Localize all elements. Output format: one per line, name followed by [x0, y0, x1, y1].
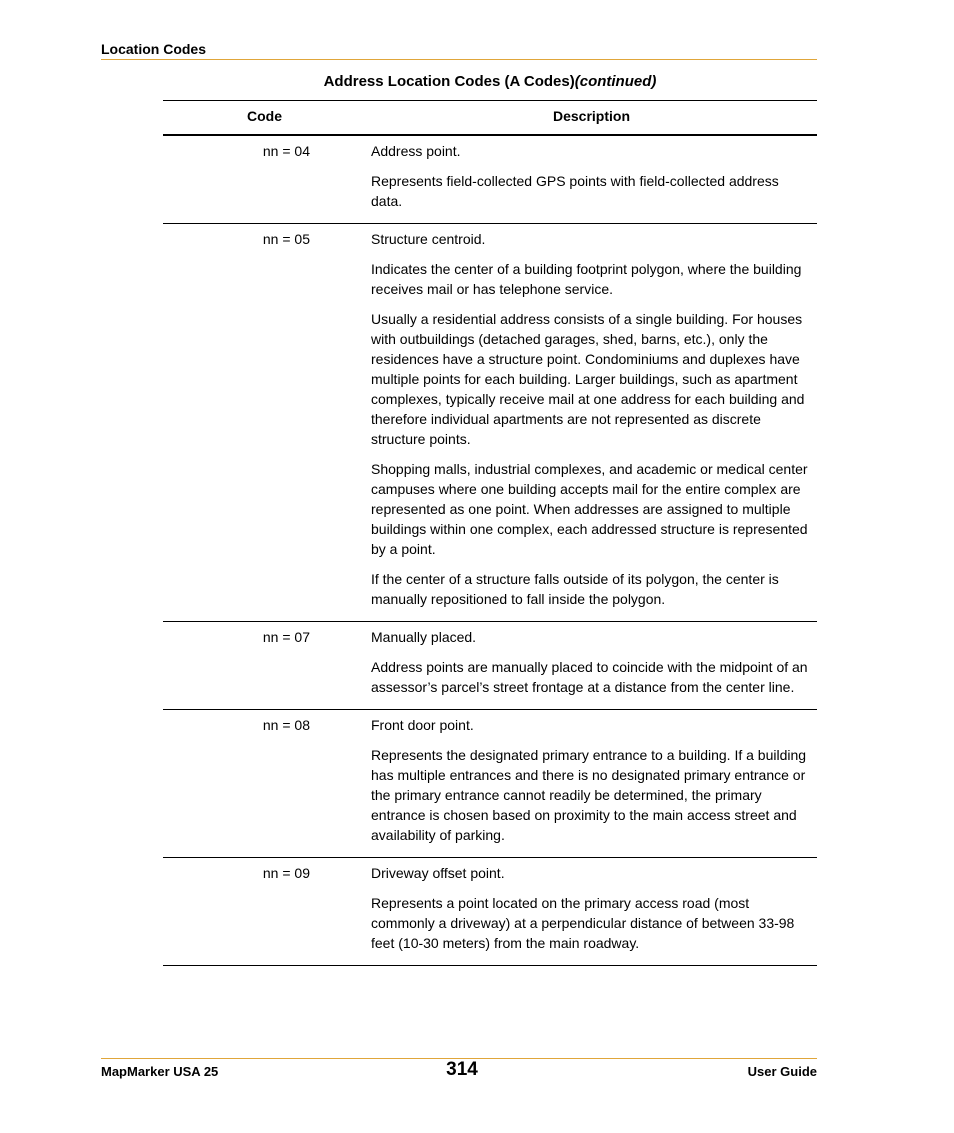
footer-product-name: MapMarker USA 25: [101, 1064, 219, 1079]
table-row: [163, 622, 817, 710]
description-cell: [371, 863, 811, 963]
description-paragraph: If the center of a structure falls outside of its polygon, the center is manually repositioned to fall inside the polygon.: [371, 571, 779, 607]
description-paragraph: Manually placed.: [371, 629, 477, 645]
code-cell: nn = 09: [262, 865, 310, 881]
description-paragraph: Address points are manually placed to coincide with the midpoint of an assessor’s parcel’s street frontage at a distance from the center line.: [371, 659, 808, 695]
table-row: [163, 224, 817, 622]
table-title-continued: (continued): [574, 73, 657, 90]
page-header-title: Location Codes: [101, 41, 207, 57]
description-paragraph: Shopping malls, industrial complexes, and academic or medical center campuses where one building accepts mail for the entire complex are represented as one point. When addresses are assigned to multiple buildings within one complex, each addressed structure is represented by a point.: [371, 461, 808, 557]
table-title-text: Address Location Codes (A Codes): [323, 73, 575, 90]
description-paragraph: Represents field-collected GPS points with field-collected address data.: [371, 173, 779, 209]
description-paragraph: Usually a residential address consists of a single building. For houses with outbuildings (detached garages, shed, barns, etc.), only the residences have a structure point. Condominiums and duplexes have multiple points for each building. Larger buildings, such as apartment complexes, typically receive mail at one address for each building and therefore individual apartments are not represented as discrete structure points.: [371, 311, 805, 447]
description-paragraph: Represents a point located on the primary access road (most commonly a driveway) at a perpendicular distance of between 33-98 feet (10-30 meters) from the main roadway.: [371, 895, 795, 951]
table-title: [163, 72, 817, 92]
description-paragraph: Address point.: [371, 143, 461, 159]
table-header-row: [163, 101, 817, 136]
table-row: [163, 710, 817, 858]
location-codes-table: [163, 100, 817, 966]
code-cell: nn = 05: [262, 231, 310, 247]
description-paragraph: Structure centroid.: [371, 231, 486, 247]
header-rule: [101, 59, 817, 60]
description-cell: [371, 141, 811, 221]
code-cell: nn = 07: [262, 629, 310, 645]
footer-page-number: 314: [446, 1059, 478, 1080]
description-paragraph: Represents the designated primary entrance to a building. If a building has multiple entrances and there is no designated primary entrance or the primary entrance cannot readily be determined, the primary entrance is chosen based on proximity to the main access street and availability of parking.: [371, 747, 807, 843]
description-paragraph: Indicates the center of a building footprint polygon, where the building receives mail or has telephone service.: [371, 261, 802, 297]
description-cell: [371, 715, 811, 855]
table-row: [163, 858, 817, 966]
table-row: [163, 136, 817, 224]
code-cell: nn = 08: [262, 717, 310, 733]
column-header-code: Code: [247, 108, 282, 124]
description-paragraph: Front door point.: [371, 717, 474, 733]
description-paragraph: Driveway offset point.: [371, 865, 505, 881]
code-cell: nn = 04: [262, 143, 310, 159]
column-header-description: Description: [552, 108, 630, 124]
footer-guide-name: User Guide: [747, 1064, 817, 1079]
description-cell: [371, 229, 811, 619]
description-cell: [371, 627, 811, 707]
